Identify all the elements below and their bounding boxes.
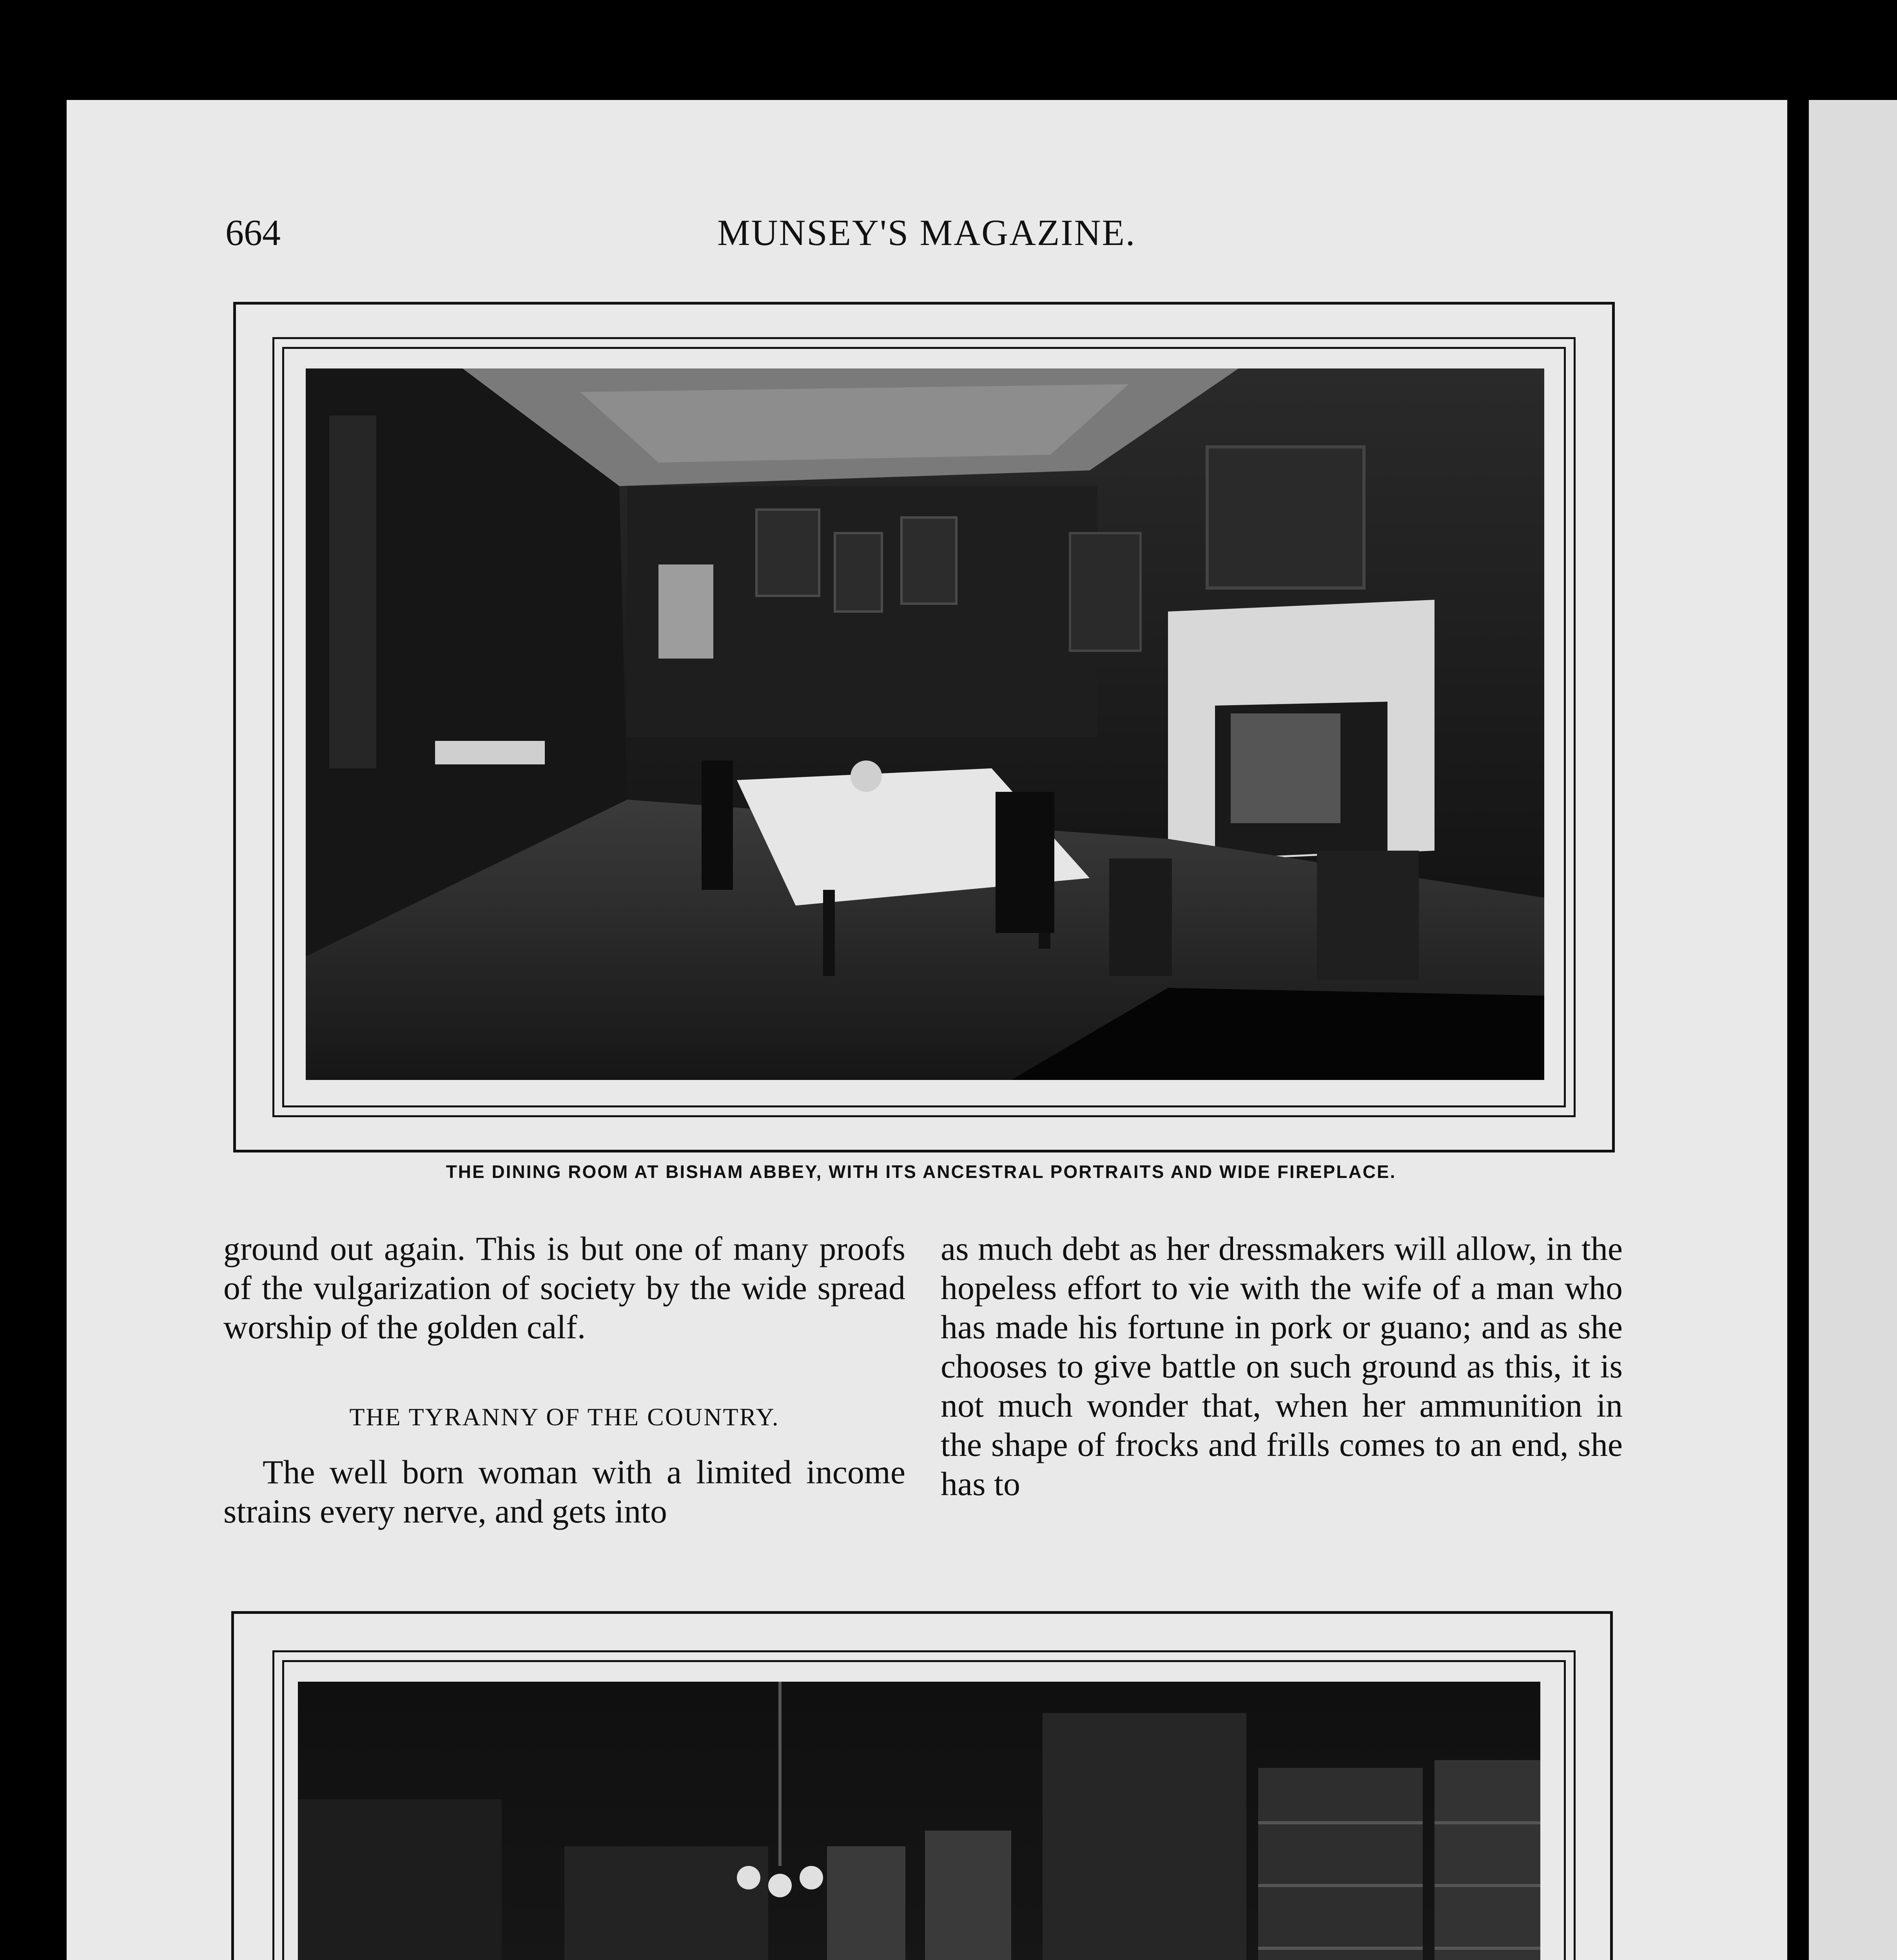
dining-room-illustration <box>306 368 1544 1080</box>
adjacent-page-edge <box>1809 100 1897 1960</box>
left-paragraph-1: ground out again. This is but one of many proofs of the vulgarization of society by the wide spread worship of the golden calf. <box>223 1230 905 1346</box>
page-number: 664 <box>225 212 281 253</box>
magazine-title: MUNSEY'S MAGAZINE. <box>717 212 1136 253</box>
left-text-column <box>223 1229 905 1531</box>
section-subhead: THE TYRANNY OF THE COUNTRY. <box>349 1403 780 1431</box>
left-paragraph-2: The well born woman with a limited income strains every nerve, and gets into <box>223 1453 905 1530</box>
right-paragraph-1: as much debt as her dressmakers will allow, in the hopeless effort to vie with the wife of a man who has made his fortune in pork or guano; and as she chooses to give battle on such ground as this, it is not much wonder that, when her ammunition in the shape of frocks and frills comes to an end, she has to <box>941 1230 1623 1503</box>
figure1-caption: THE DINING ROOM AT BISHAM ABBEY, WITH ITS ANCESTRAL PORTRAITS AND WIDE FIREPLACE. <box>446 1161 1396 1182</box>
library-photo <box>298 1682 1540 1960</box>
library-illustration <box>298 1682 1540 1960</box>
dining-room-photo <box>306 368 1544 1080</box>
right-text-column <box>941 1229 1623 1503</box>
